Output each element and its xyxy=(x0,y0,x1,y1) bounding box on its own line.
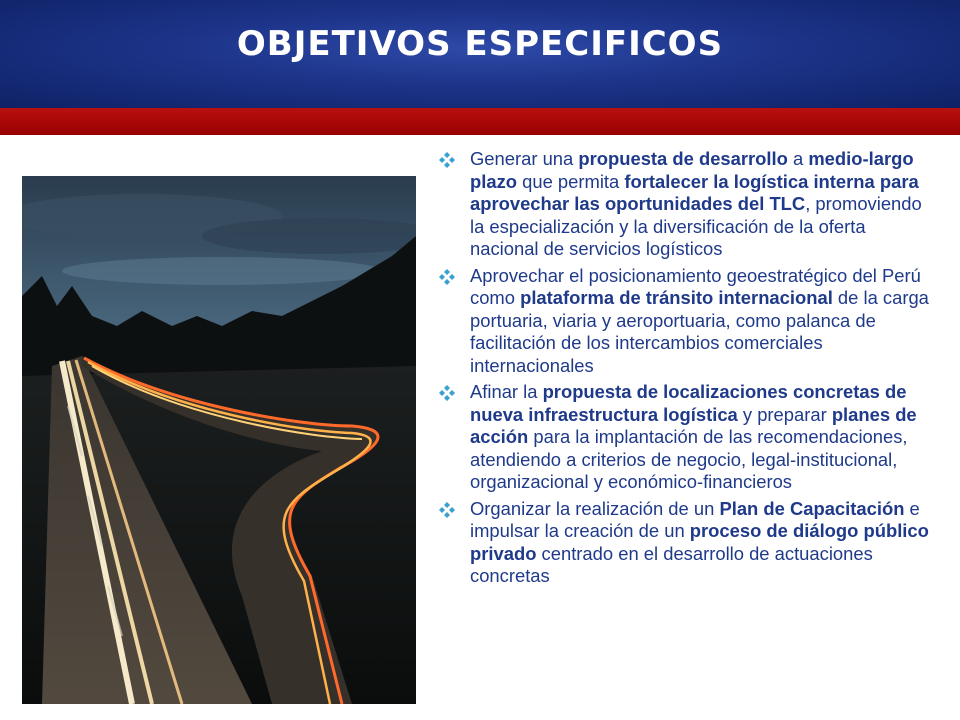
bullet-text: Afinar la xyxy=(470,381,543,402)
bullet-text: que permita xyxy=(517,170,625,192)
diamond-bullet-icon xyxy=(438,384,456,402)
bullet-item xyxy=(438,265,938,378)
title-banner xyxy=(0,0,960,108)
highway-photo xyxy=(22,176,416,704)
bullet-text: e impulsar la creación de un xyxy=(470,497,920,541)
bullet-text-bold: medio-largo plazo xyxy=(470,148,914,192)
accent-bar xyxy=(0,108,960,135)
bullet-text-bold: fortalecer la logística interna para aprovechar las oportunidades del TLC xyxy=(470,170,919,214)
bullet-item xyxy=(438,148,938,261)
bullet-text-bold: propuesta de desarrollo xyxy=(578,148,788,169)
bullet-text-bold: plataforma de tránsito internacional xyxy=(520,287,833,308)
bullet-text-bold: Plan de Capacitación xyxy=(719,497,905,519)
bullet-text: y preparar xyxy=(737,403,832,425)
bullet-text: Organizar la realización de un xyxy=(470,497,720,519)
bullet-text: centrado en el desarrollo de actuaciones concretas xyxy=(470,542,873,586)
bullet-text-bold: proceso de diálogo público privado xyxy=(470,520,929,564)
diamond-bullet-icon xyxy=(438,501,456,519)
bullet-item xyxy=(438,498,938,588)
bullet-text: Generar una xyxy=(470,148,579,169)
slide-title: OBJETIVOS ESPECIFICOS xyxy=(236,24,724,64)
bullet-text-bold: propuesta de localizaciones concretas de nueva infraestructura logística xyxy=(470,381,907,425)
bullet-text-bold: planes de acción xyxy=(470,403,917,447)
diamond-bullet-icon xyxy=(438,151,456,169)
bullet-item xyxy=(438,381,938,494)
bullet-text: para la implantación de las recomendaciones, atendiendo a criterios de negocio, legal-institucional, organizacional y económico-financieros xyxy=(470,426,908,492)
bullet-text: Aprovechar el posicionamiento geoestratégico del Perú como xyxy=(470,264,921,308)
diamond-bullet-icon xyxy=(438,268,456,286)
bullet-text: , promoviendo la especialización y la diversificación de la oferta nacional de servicios logísticos xyxy=(470,193,922,259)
bullet-text: de la carga portuaria, viaria y aeroportuaria, como palanca de facilitación de los intercambios comerciales internacionales xyxy=(470,287,929,376)
objectives-list xyxy=(438,148,938,592)
bullet-text: a xyxy=(787,148,809,169)
